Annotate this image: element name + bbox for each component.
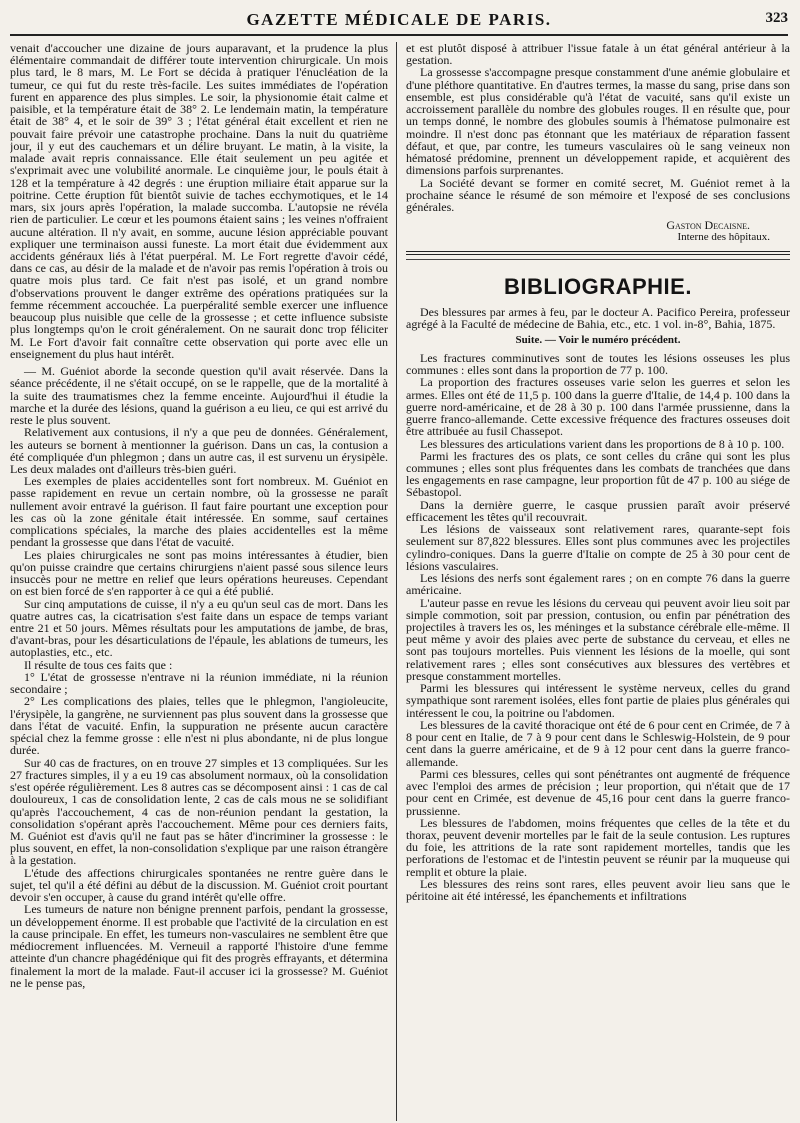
paragraph: Les fractures comminutives sont de toutes les lésions osseuses les plus communes : elles sont dans la proportion de 77 p. 100. [406,350,790,378]
bibliography-reference: Des blessures par armes à feu, par le docteur A. Pacifico Pereira, professeur agrégé à la Faculté de médecine de Bahia, etc., etc. 1 vol. in-8°, Bahia, 1875. [406,305,790,332]
paragraph: Les lésions de vaisseaux sont relativement rares, quarante-sept fois seulement sur 87,822 blessures. Elles sont plus communes avec les projectiles cylindro-coniques. Dans la guerre d'Italie on compte de 25 à 30 pour cent de lésions vasculaires. [406,522,790,573]
paragraph: La Société devant se former en comité secret, M. Guéniot remet à la prochaine séance le résumé de son mémoire et l'exposé de ses conclusions générales. [406,175,790,215]
left-column [10,42,388,1121]
paragraph: Les plaies chirurgicales ne sont pas moins intéressantes à étudier, bien qu'on puisse craindre que certains chirurgiens n'aient passé sous silence leurs insuccès pour ne mettre en relief que leurs opérations heureuses. Cependant on est bien forcé de s'en rapporter à ce qui a été publié. [10,547,388,599]
paragraph: — M. Guéniot aborde la seconde question qu'il avait réservée. Dans la séance précédente, il ne s'était occupé, on se le rappelle, que de la mortalité à la suite des traumatismes chez la femme enceinte. Aujourd'hui il étudie la marche et la durée des lésions, quand la guérison a eu lieu, ce qui est arrivé du reste le plus souvent. [10,364,388,428]
paragraph: Sur 40 cas de fractures, on en trouve 27 simples et 13 compliquées. Sur les 27 fractures simples, il y a eu 19 cas absolument normaux, où la consolidation s'est opérée régulièrement. Les 8 autres cas se décomposent ainsi : 1 cas de cal douloureux, 1 cas de consolidation lente, 2 cas de cals mous ne se solidifiant qu'après l'accouchement, 4 cas de non-réunion pendant la gestation, la consolidation s'opérant après l'accouchement. Même pour ces derniers faits, M. Guéniot est d'avis qu'il ne faut pas se hâter d'incriminer la grossesse : le plus souvent, en effet, la non-consolidation s'explique par une raison étrangère à la gestation. [10,755,388,868]
section-divider [406,251,790,255]
paragraph: Les blessures des articulations varient dans les proportions de 8 à 10 p. 100. [420,436,785,451]
paragraph: 1° L'état de grossesse n'entrave ni la réunion immédiate, ni la réunion secondaire ; [10,669,388,697]
paragraph: Parmi les blessures qui intéressent le système nerveux, celles du grand sympathique sont rarement isolées, elles font partie de plaies plus générales qui intéressent le cou, la poitrine ou l'abdomen. [406,681,790,720]
journal-title: GAZETTE MÉDICALE DE PARIS. [246,10,552,29]
paragraph: Les blessures de l'abdomen, moins fréquentes que celles de la tête et du thorax, peuvent devenir mortelles par le fait de la seule contusion. Les ruptures du foie, les attritions de la rate sont rapidement mortelles, tandis que les perforations de l'estomac et de l'intestin peuvent se réunir par la muqueuse qui remplit et obture la plaie. [406,815,790,879]
right-column [406,42,790,1121]
signature-name: Gaston Decaisne. [666,218,750,233]
paragraph: Parmi les fractures des os plats, ce sont celles du crâne qui sont les plus communes ; elles sont plus fréquentes dans les combats de tranchées que dans les engagements en rase campagne, leur proportion fût de 47 p. 100 au siége de Sébastopol. [406,448,790,500]
paragraph: Relativement aux contusions, il n'y a que peu de données. Généralement, les auteurs se bornent à mentionner la guérison. Dans un cas, la contusion a été compliquée d'un phlegmon ; dans un autre cas, il est survenu un érysipèle. Les deux malades ont d'ailleurs très-bien guéri. [10,425,388,476]
paragraph: Les lésions des nerfs sont également rares ; on en compte 76 dans la guerre américaine. [406,571,790,598]
signature [406,218,770,243]
paragraph: Parmi ces blessures, celles qui sont pénétrantes ont augmenté de fréquence avec l'emploi des armes de précision ; leur proportion, qui n'était que de 17 pour cent en Crimée, est devenue de 45,16 pour cent dans la guerre franco-prussienne. [406,766,790,818]
paragraph: 2° Les complications des plaies, telles que le phlegmon, l'angioleucite, l'érysipèle, la gangrène, ne surviennent pas plus souvent dans la grossesse que dans l'état de vacuité. Enfin, la suppuration ne présente aucun caractère spécial chez la femme grosse : elle n'est ni plus abondante, ni de plus longue durée. [10,694,388,758]
continuation-note: Suite. — Voir le numéro précédent. [515,333,681,346]
section-divider-thin [406,259,790,260]
paragraph: Les blessures de la cavité thoracique ont été de 6 pour cent en Crimée, de 7 à 8 pour cent en Italie, de 7 à 9 pour cent dans le Schleswig-Holstein, de 9 pour cent dans la guerre américaine, et de 9 à 12 pour cent dans la guerre franco-allemande. [406,717,790,769]
paragraph: Les tumeurs de nature non bénigne prennent parfois, pendant la grossesse, un développement énorme. Il est probable que l'activité de la circulation en est la cause principale. En effet, les tumeurs non-vasculaires ne semblent être que médiocrement influencées. M. Verneuil a rapporté l'histoire d'une femme atteinte d'un chancre phagédénique qui fit des progrès effrayants, et détermina finalement la mort de la malade. Faut-il accuser ici la grossesse? M. Guéniot ne le pense pas, [10,902,388,990]
signature-role: Interne des hôpitaux. [677,230,770,243]
page-number: 323 [765,10,788,26]
paragraph: L'auteur passe en revue les lésions du cerveau qui peuvent avoir lieu soit par simple commotion, soit par pression, contusion, ou enfin par pénétration des projectiles à travers les os, les méninges et la substance cérébrale elle-même. Il peut même y avoir des plaies avec perte de substance du cerveau, et elles ne sont pas toujours mortelles. Puis viennent les lésions de la moelle, qui sont relativement rares ; elles sont consécutives aux blessures des vertèbres et presque constamment mortelles. [406,595,790,683]
paragraph: Dans la dernière guerre, le casque prussien paraît avoir préservé efficacement les têtes qu'il recouvrait. [406,497,790,524]
paragraph: et est plutôt disposé à attribuer l'issue fatale à un état général antérieur à la gestation. [406,42,790,68]
paragraph: La proportion des fractures osseuses varie selon les guerres et selon les armes. Elles ont été de 11,5 p. 100 dans la guerre d'Italie, de 14,4 p. 100 dans la guerre nord-américaine, et de 28 à 30 p. 100 dans l'armée prussienne, dans la guerre franco-allemande. Cette excessive fréquence des fractures osseuses doit être attribuée au fusil Chassepot. [406,375,790,439]
paragraph: La grossesse s'accompagne presque constamment d'une anémie globulaire et d'une pléthore quantitative. En d'autres termes, la masse du sang, prise dans son ensemble, est plus considérable qu'à l'état de vacuité, sans qu'il existe un accroissement parallèle du nombre des globules rouges. Il en résulte que, pour un temps donné, le nombre des globules soumis à l'hématose pulmonaire est moindre. Il n'est donc pas étonnant que les matériaux de réparation fassent défaut, et que, par contre, les tumeurs vasculaires où le sang veineux non hématosé prédomine, prennent un développement rapide, et acquièrent des dimensions parfois surprenantes. [406,65,790,178]
section-title: BIBLIOGRAPHIE. [504,273,692,299]
paragraph: Les blessures des reins sont rares, elles peuvent avoir lieu sans que le péritoine ait été intéressé, les épanchements et infiltrations [406,876,790,904]
column-divider [396,42,397,1121]
paragraph: Les exemples de plaies accidentelles sont fort nombreux. M. Guéniot en passe rapidement en revue un certain nombre, où la grossesse ne paraît nullement avoir entravé la guérison. Il faut faire pourtant une exception pour les cas où la zone génitale était intéressée. En somme, sauf certaines complications spéciales, la marche des plaies accidentelles est la même pendant la grossesse que dans l'état de vacuité. [10,474,388,550]
paragraph: venait d'accoucher une dizaine de jours auparavant, et la prudence la plus élémentaire commandait de différer toute intervention chirurgicale. Un mois plus tard, le 8 mars, M. Le Fort se décida à pratiquer l'énucléation de la tumeur, ce qui fut du reste très-facile. Les suites immédiates de l'opération furent en apparence des plus simples. Le soir, la physionomie était calme et paisible, et la température était de 38° 2. Le lendemain matin, la température était de 38° 4, et le soir de 39° 3 ; l'état général était excellent et rien ne pouvait faire prévoir une catastrophe prochaine. Dans la nuit du quatrième jour, il y eut des cauchemars et un délire bruyant. Le matin, à la visite, la malade avait repris connaissance. Elle était seulement un peu agitée et s'exprimait avec une volubilité anormale. Le cinquième jour, le pouls était à 128 et la température à 42 degrés : une éruption miliaire était apparue sur la poitrine. Cette éruption fût bientôt suivie de taches ecchymotiques, et le 14 mars, six jours après l'opération, la malade succomba. L'autopsie ne révéla rien de particulier. Le cœur et les poumons étaient sains ; les veines n'offraient aucune altération. Il n'y avait, en somme, aucune lésion appréciable pouvant expliquer une terminaison aussi funeste. La mort était due évidemment aux accidents généraux liés à l'état puerpéral. M. Le Fort regrette d'avoir cédé, dans ce cas, au désir de la malade et de n'avoir pas remis l'opération à trois ou quatre mois plus tard. Ce fait n'est pas isolé, et un grand nombre d'observations prouvent le danger extrême des opérations pratiquées sur la femme récemment accouchée. La puerpéralité semble exercer une influence beaucoup plus nuisible que celle de la grossesse ; et cette influence subsiste plus longtemps qu'on le croit généralement. On ne saurait donc trop féliciter M. Le Fort d'avoir fait connaître cette observation qui porte avec elle un enseignement du plus haut intérêt. [10,42,388,361]
paragraph: Il résulte de tous ces faits que : [24,657,173,672]
paragraph: Sur cinq amputations de cuisse, il n'y a eu qu'un seul cas de mort. Dans les quatre autres cas, la cicatrisation s'est faite dans un espace de temps variant entre 21 et 50 jours. Mêmes résultats pour les amputations de jambe, de bras, d'avant-bras, pour les désarticulations de l'épaule, les ablations de tumeurs, les autoplasties, etc., etc. [10,596,388,660]
page-header [10,8,788,36]
paragraph: L'étude des affections chirurgicales spontanées ne rentre guère dans le sujet, tel qu'il a été défini au début de la discussion. M. Guéniot croit pourtant devoir s'en occuper, à cause du grand intérêt qu'elle offre. [10,865,388,905]
